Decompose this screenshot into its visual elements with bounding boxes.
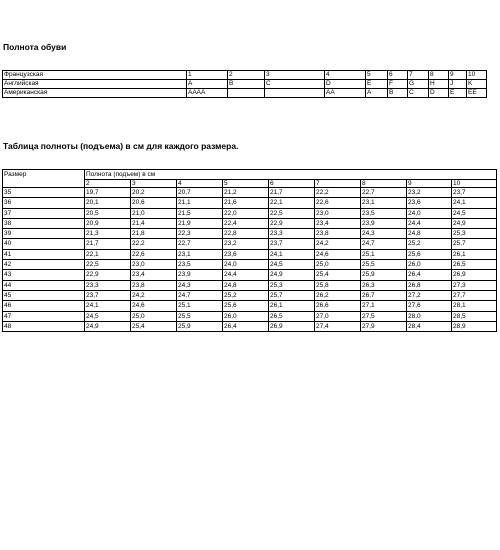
girth-cell: 26,1	[452, 249, 497, 259]
girth-cell: 23,2	[223, 239, 269, 249]
girth-cell: 24,9	[85, 321, 131, 331]
width-column-header: 5	[223, 180, 269, 188]
size-header: Размер	[3, 170, 85, 188]
girth-cell: 26,7	[361, 290, 407, 300]
size-cell: 41	[3, 249, 85, 259]
girth-cell: 24,0	[223, 260, 269, 270]
girth-cell: 22,1	[269, 198, 315, 208]
girth-cell: 23,7	[85, 290, 131, 300]
girth-cell: 26,6	[315, 301, 361, 311]
girth-cell: 21,3	[85, 229, 131, 239]
width-cell: B	[228, 80, 265, 89]
shoe-width-title: Полнота обуви	[3, 42, 67, 52]
girth-cell: 25,2	[223, 290, 269, 300]
width-cell: 6	[388, 71, 408, 80]
girth-cell: 22,4	[223, 218, 269, 228]
girth-cell: 28,0	[407, 311, 452, 321]
girth-cell: 26,0	[407, 260, 452, 270]
girth-cell: 24,6	[131, 301, 177, 311]
size-cell: 48	[3, 321, 85, 331]
girth-cell: 26,5	[452, 260, 497, 270]
width-cell: 2	[228, 71, 265, 80]
width-column-header: 4	[177, 180, 223, 188]
girth-cell: 24,1	[269, 249, 315, 259]
girth-cell: 22,1	[85, 249, 131, 259]
girth-cell: 22,7	[361, 188, 407, 198]
width-cell: D	[429, 89, 449, 98]
girth-cell: 20,5	[85, 208, 131, 218]
width-cell: 5	[366, 71, 388, 80]
girth-cell: 23,1	[361, 198, 407, 208]
table-row	[3, 89, 487, 98]
girth-cell: 23,5	[361, 208, 407, 218]
girth-cell: 22,3	[177, 229, 223, 239]
girth-cell: 21,5	[177, 208, 223, 218]
table-row	[3, 239, 497, 249]
width-cell: 9	[449, 71, 467, 80]
girth-cell: 24,4	[223, 270, 269, 280]
table-row	[3, 270, 497, 280]
size-cell: 47	[3, 311, 85, 321]
table-row	[3, 321, 497, 331]
table-row	[3, 311, 497, 321]
girth-cell: 22,0	[223, 208, 269, 218]
girth-cell: 23,4	[315, 218, 361, 228]
girth-cell: 24,9	[452, 218, 497, 228]
girth-cell: 25,4	[131, 321, 177, 331]
width-cell: J	[449, 80, 467, 89]
girth-cell: 25,0	[131, 311, 177, 321]
width-cell: C	[408, 89, 429, 98]
girth-cell: 24,3	[361, 229, 407, 239]
girth-cell: 24,2	[131, 290, 177, 300]
width-cell: AA	[325, 89, 366, 98]
table-row	[3, 80, 487, 89]
girth-cell: 23,0	[131, 260, 177, 270]
girth-cell: 24,8	[407, 229, 452, 239]
width-cell: 8	[429, 71, 449, 80]
size-cell: 40	[3, 239, 85, 249]
girth-cell: 26,5	[269, 311, 315, 321]
girth-cell: 27,7	[452, 290, 497, 300]
girth-cell: 22,6	[131, 249, 177, 259]
table-row	[3, 71, 487, 80]
girth-cell: 21,4	[131, 218, 177, 228]
width-cell: EE	[467, 89, 487, 98]
girth-cell: 23,3	[269, 229, 315, 239]
width-cell: F	[388, 80, 408, 89]
girth-cell: 28,9	[452, 321, 497, 331]
width-cell: E	[366, 80, 388, 89]
girth-cell: 25,5	[361, 260, 407, 270]
girth-cell: 23,3	[85, 280, 131, 290]
girth-cell: 25,1	[177, 301, 223, 311]
width-cell: A	[187, 80, 228, 89]
girth-cell: 19,7	[85, 188, 131, 198]
size-cell: 43	[3, 270, 85, 280]
girth-cell: 25,3	[452, 229, 497, 239]
girth-cell: 23,2	[407, 188, 452, 198]
girth-cell: 23,0	[315, 208, 361, 218]
size-cell: 46	[3, 301, 85, 311]
width-column-header: 6	[269, 180, 315, 188]
girth-cell: 24,2	[315, 239, 361, 249]
width-cell: 1	[187, 71, 228, 80]
girth-cell: 26,3	[361, 280, 407, 290]
table-row	[3, 198, 497, 208]
size-cell: 36	[3, 198, 85, 208]
size-cell: 42	[3, 260, 85, 270]
girth-cell: 24,5	[85, 311, 131, 321]
girth-cell: 21,8	[131, 229, 177, 239]
girth-cell: 28,4	[407, 321, 452, 331]
girth-cell: 21,9	[177, 218, 223, 228]
width-cell	[228, 89, 265, 98]
girth-cell: 21,0	[131, 208, 177, 218]
size-cell: 39	[3, 229, 85, 239]
girth-cell: 25,9	[177, 321, 223, 331]
width-cell: K	[467, 80, 487, 89]
size-cell: 35	[3, 188, 85, 198]
girth-cell: 26,0	[223, 311, 269, 321]
girth-cell: 27,9	[361, 321, 407, 331]
girth-cell: 24,6	[315, 249, 361, 259]
system-label: Французская	[3, 71, 187, 80]
width-cell: 7	[408, 71, 429, 80]
girth-cell: 21,7	[269, 188, 315, 198]
girth-cell: 25,1	[361, 249, 407, 259]
table-row	[3, 249, 497, 259]
girth-cell: 27,3	[452, 280, 497, 290]
girth-cell: 20,2	[131, 188, 177, 198]
girth-cell: 25,4	[315, 270, 361, 280]
girth-table	[2, 169, 497, 332]
girth-cell: 23,8	[131, 280, 177, 290]
girth-cell: 27,6	[407, 301, 452, 311]
width-systems-table	[2, 70, 487, 98]
girth-cell: 27,1	[361, 301, 407, 311]
width-cell: G	[408, 80, 429, 89]
girth-cell: 25,2	[407, 239, 452, 249]
girth-cell: 23,8	[315, 229, 361, 239]
table-row	[3, 218, 497, 228]
girth-cell: 25,9	[361, 270, 407, 280]
girth-cell: 22,8	[223, 229, 269, 239]
girth-cell: 24,3	[177, 280, 223, 290]
girth-cell: 27,4	[315, 321, 361, 331]
girth-cell: 23,4	[131, 270, 177, 280]
girth-cell: 23,9	[361, 218, 407, 228]
width-cell: 4	[325, 71, 366, 80]
width-column-header: 2	[85, 180, 131, 188]
girth-cell: 27,5	[361, 311, 407, 321]
girth-cell: 22,9	[85, 270, 131, 280]
width-cell: D	[325, 80, 366, 89]
girth-cell: 25,6	[407, 249, 452, 259]
girth-cell: 24,7	[361, 239, 407, 249]
girth-table-title: Таблица полноты (подъема) в см для каждого размера.	[3, 141, 239, 151]
girth-cell: 23,9	[177, 270, 223, 280]
girth-cell: 23,7	[269, 239, 315, 249]
girth-cell: 21,6	[223, 198, 269, 208]
width-cell: 3	[265, 71, 325, 80]
girth-cell: 26,8	[407, 280, 452, 290]
girth-cell: 25,3	[269, 280, 315, 290]
girth-cell: 25,5	[177, 311, 223, 321]
table-row	[3, 290, 497, 300]
girth-cell: 23,6	[223, 249, 269, 259]
table-row	[3, 229, 497, 239]
girth-cell: 26,9	[452, 270, 497, 280]
girth-cell: 25,8	[315, 280, 361, 290]
girth-cell: 24,4	[407, 218, 452, 228]
girth-cell: 20,1	[85, 198, 131, 208]
width-column-header: 3	[131, 180, 177, 188]
size-cell: 38	[3, 218, 85, 228]
width-cell: 10	[467, 71, 487, 80]
width-cell	[265, 89, 325, 98]
table-row	[3, 188, 497, 198]
girth-cell: 24,5	[452, 208, 497, 218]
girth-cell: 21,2	[223, 188, 269, 198]
size-cell: 45	[3, 290, 85, 300]
girth-cell: 25,6	[223, 301, 269, 311]
table-row	[3, 208, 497, 218]
girth-cell: 26,4	[407, 270, 452, 280]
table-row	[3, 301, 497, 311]
width-cell: B	[388, 89, 408, 98]
girth-cell: 27,2	[407, 290, 452, 300]
girth-cell: 24,5	[269, 260, 315, 270]
girth-cell: 22,2	[131, 239, 177, 249]
girth-cell: 21,1	[177, 198, 223, 208]
girth-cell: 26,2	[315, 290, 361, 300]
girth-cell: 22,5	[269, 208, 315, 218]
girth-cell: 28,5	[452, 311, 497, 321]
width-cell: C	[265, 80, 325, 89]
width-column-header: 9	[407, 180, 452, 188]
girth-cell: 28,1	[452, 301, 497, 311]
girth-cell: 23,1	[177, 249, 223, 259]
girth-cell: 24,0	[407, 208, 452, 218]
girth-cell: 24,7	[177, 290, 223, 300]
width-column-header: 10	[452, 180, 497, 188]
girth-cell: 27,0	[315, 311, 361, 321]
girth-cell: 26,4	[223, 321, 269, 331]
girth-cell: 24,1	[85, 301, 131, 311]
girth-cell: 22,5	[85, 260, 131, 270]
girth-cell: 24,8	[223, 280, 269, 290]
girth-cell: 20,9	[85, 218, 131, 228]
width-cell: AAAA	[187, 89, 228, 98]
girth-cell: 23,5	[177, 260, 223, 270]
girth-cell: 22,6	[315, 198, 361, 208]
width-cell: E	[449, 89, 467, 98]
girth-cell: 26,1	[269, 301, 315, 311]
girth-cell: 20,7	[177, 188, 223, 198]
girth-cell: 25,7	[269, 290, 315, 300]
girth-cell: 22,7	[177, 239, 223, 249]
girth-cell: 22,2	[315, 188, 361, 198]
girth-cell: 22,9	[269, 218, 315, 228]
table-row	[3, 280, 497, 290]
table-row	[3, 260, 497, 270]
girth-cell: 25,0	[315, 260, 361, 270]
system-label: Американская	[3, 89, 187, 98]
girth-cell: 21,7	[85, 239, 131, 249]
width-cell: A	[366, 89, 388, 98]
girth-cell: 23,6	[407, 198, 452, 208]
girth-cell: 23,7	[452, 188, 497, 198]
width-column-header: 8	[361, 180, 407, 188]
girth-cell: 20,6	[131, 198, 177, 208]
width-column-header: 7	[315, 180, 361, 188]
size-cell: 44	[3, 280, 85, 290]
width-cell: H	[429, 80, 449, 89]
girth-cell: 26,9	[269, 321, 315, 331]
system-label: Английская	[3, 80, 187, 89]
girth-group-header: Полнота (подъем) в см	[85, 170, 497, 180]
girth-cell: 24,1	[452, 198, 497, 208]
size-cell: 37	[3, 208, 85, 218]
girth-cell: 24,9	[269, 270, 315, 280]
girth-cell: 25,7	[452, 239, 497, 249]
